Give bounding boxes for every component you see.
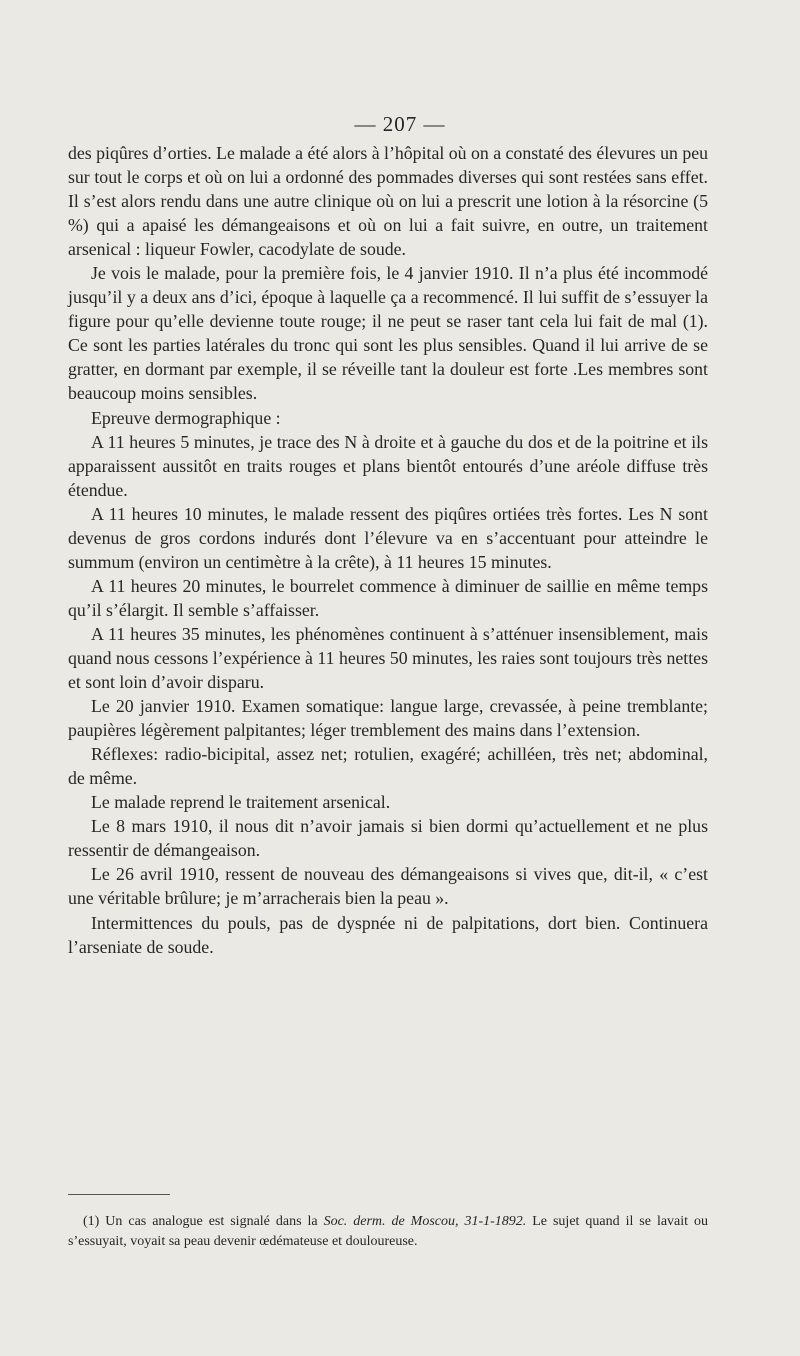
footnote-text-after: Le sujet quand il se lavait ou s’essuyait, voyait sa peau devenir œdémateuse et douloureuse. bbox=[68, 1214, 709, 1249]
paragraph-11: Le 8 mars 1910, il nous dit n’avoir jamais si bien dormi qu’actuellement et ne plus ressentir de démangeaison. bbox=[68, 816, 708, 861]
footnote-marker: (1) bbox=[83, 1214, 100, 1229]
footnote-source: Soc. derm. de Moscou, 31-1-1892. bbox=[323, 1214, 527, 1229]
paragraph-12: Le 26 avril 1910, ressent de nouveau des démangeaisons si vives que, dit-il, « c’est une véritable brûlure; je m’arracherais bien la peau ». bbox=[68, 864, 708, 909]
paragraph-13: Intermittences du pouls, pas de dyspnée ni de palpitations, dort bien. Continuera l’arseniate de soude. bbox=[68, 912, 708, 957]
paragraph-5: A 11 heures 10 minutes, le malade ressent des piqûres ortiées très fortes. Les N sont devenus de gros cordons indurés dont l’élevure va en s’accentuant pour atteindre le summum (environ un centimètre à la crête), à 11 heures 15 minutes. bbox=[68, 503, 708, 572]
paragraph-3: Epreuve dermographique : bbox=[91, 407, 281, 428]
main-text bbox=[68, 141, 708, 959]
paragraph-7: A 11 heures 35 minutes, les phénomènes continuent à s’atténuer insensiblement, mais quand nous cessons l’expérience à 11 heures 50 minutes, les raies sont toujours très nettes et sont loin d’avoir disparu. bbox=[68, 623, 708, 693]
paragraph-10: Le malade reprend le traitement arsenical. bbox=[91, 792, 391, 813]
paragraph-2: Je vois le malade, pour la première fois, le 4 janvier 1910. Il n’a plus été incommodé jusqu’il y a deux ans d’ici, époque à laquelle ça a recommencé. Il lui suffit de s’essuyer la figure pour qu’elle devienne toute rouge; il ne peut se raser tant cela lui fait de mal (1). Ce sont les parties latérales du tronc qui sont les plus sensibles. Quand il lui arrive de se gratter, en dormant par exemple, il se réveille tant la douleur est forte .Les membres sont beaucoup moins sensibles. bbox=[68, 263, 708, 404]
paragraph-8: Le 20 janvier 1910. Examen somatique: langue large, crevassée, à peine tremblante; paupières légèrement palpitantes; léger tremblement des mains dans l’extension. bbox=[68, 696, 708, 741]
page-number-header: — 207 — bbox=[354, 112, 446, 136]
paragraph-1: des piqûres d’orties. Le malade a été alors à l’hôpital où on a constaté des élevures un peu sur tout le corps et où on lui a ordonné des pommades diverses qui sont restées sans effet. Il s’est alors rendu dans une autre clinique où on lui a prescrit une lotion à la résorcine (5 %) qui a apaisé les démangeaisons et où on lui a fait suivre, en outre, un traitement arsenical : liqueur Fowler, cacodylate de soude. bbox=[68, 143, 708, 260]
footnote-separator bbox=[68, 1194, 170, 1195]
paragraph-6: A 11 heures 20 minutes, le bourrelet commence à diminuer de saillie en même temps qu’il s’élargit. Il semble s’affaisser. bbox=[68, 575, 708, 620]
paragraph-9: Réflexes: radio-bicipital, assez net; rotulien, exagéré; achilléen, très net; abdominal, de même. bbox=[68, 744, 708, 789]
footnote bbox=[68, 1212, 708, 1252]
footnote-text-before: Un cas analogue est signalé dans la bbox=[105, 1214, 318, 1229]
paragraph-4: A 11 heures 5 minutes, je trace des N à droite et à gauche du dos et de la poitrine et ils apparaissent aussitôt en traits rouges et plans bientôt entourés d’une aréole diffuse très étendue. bbox=[68, 431, 708, 500]
